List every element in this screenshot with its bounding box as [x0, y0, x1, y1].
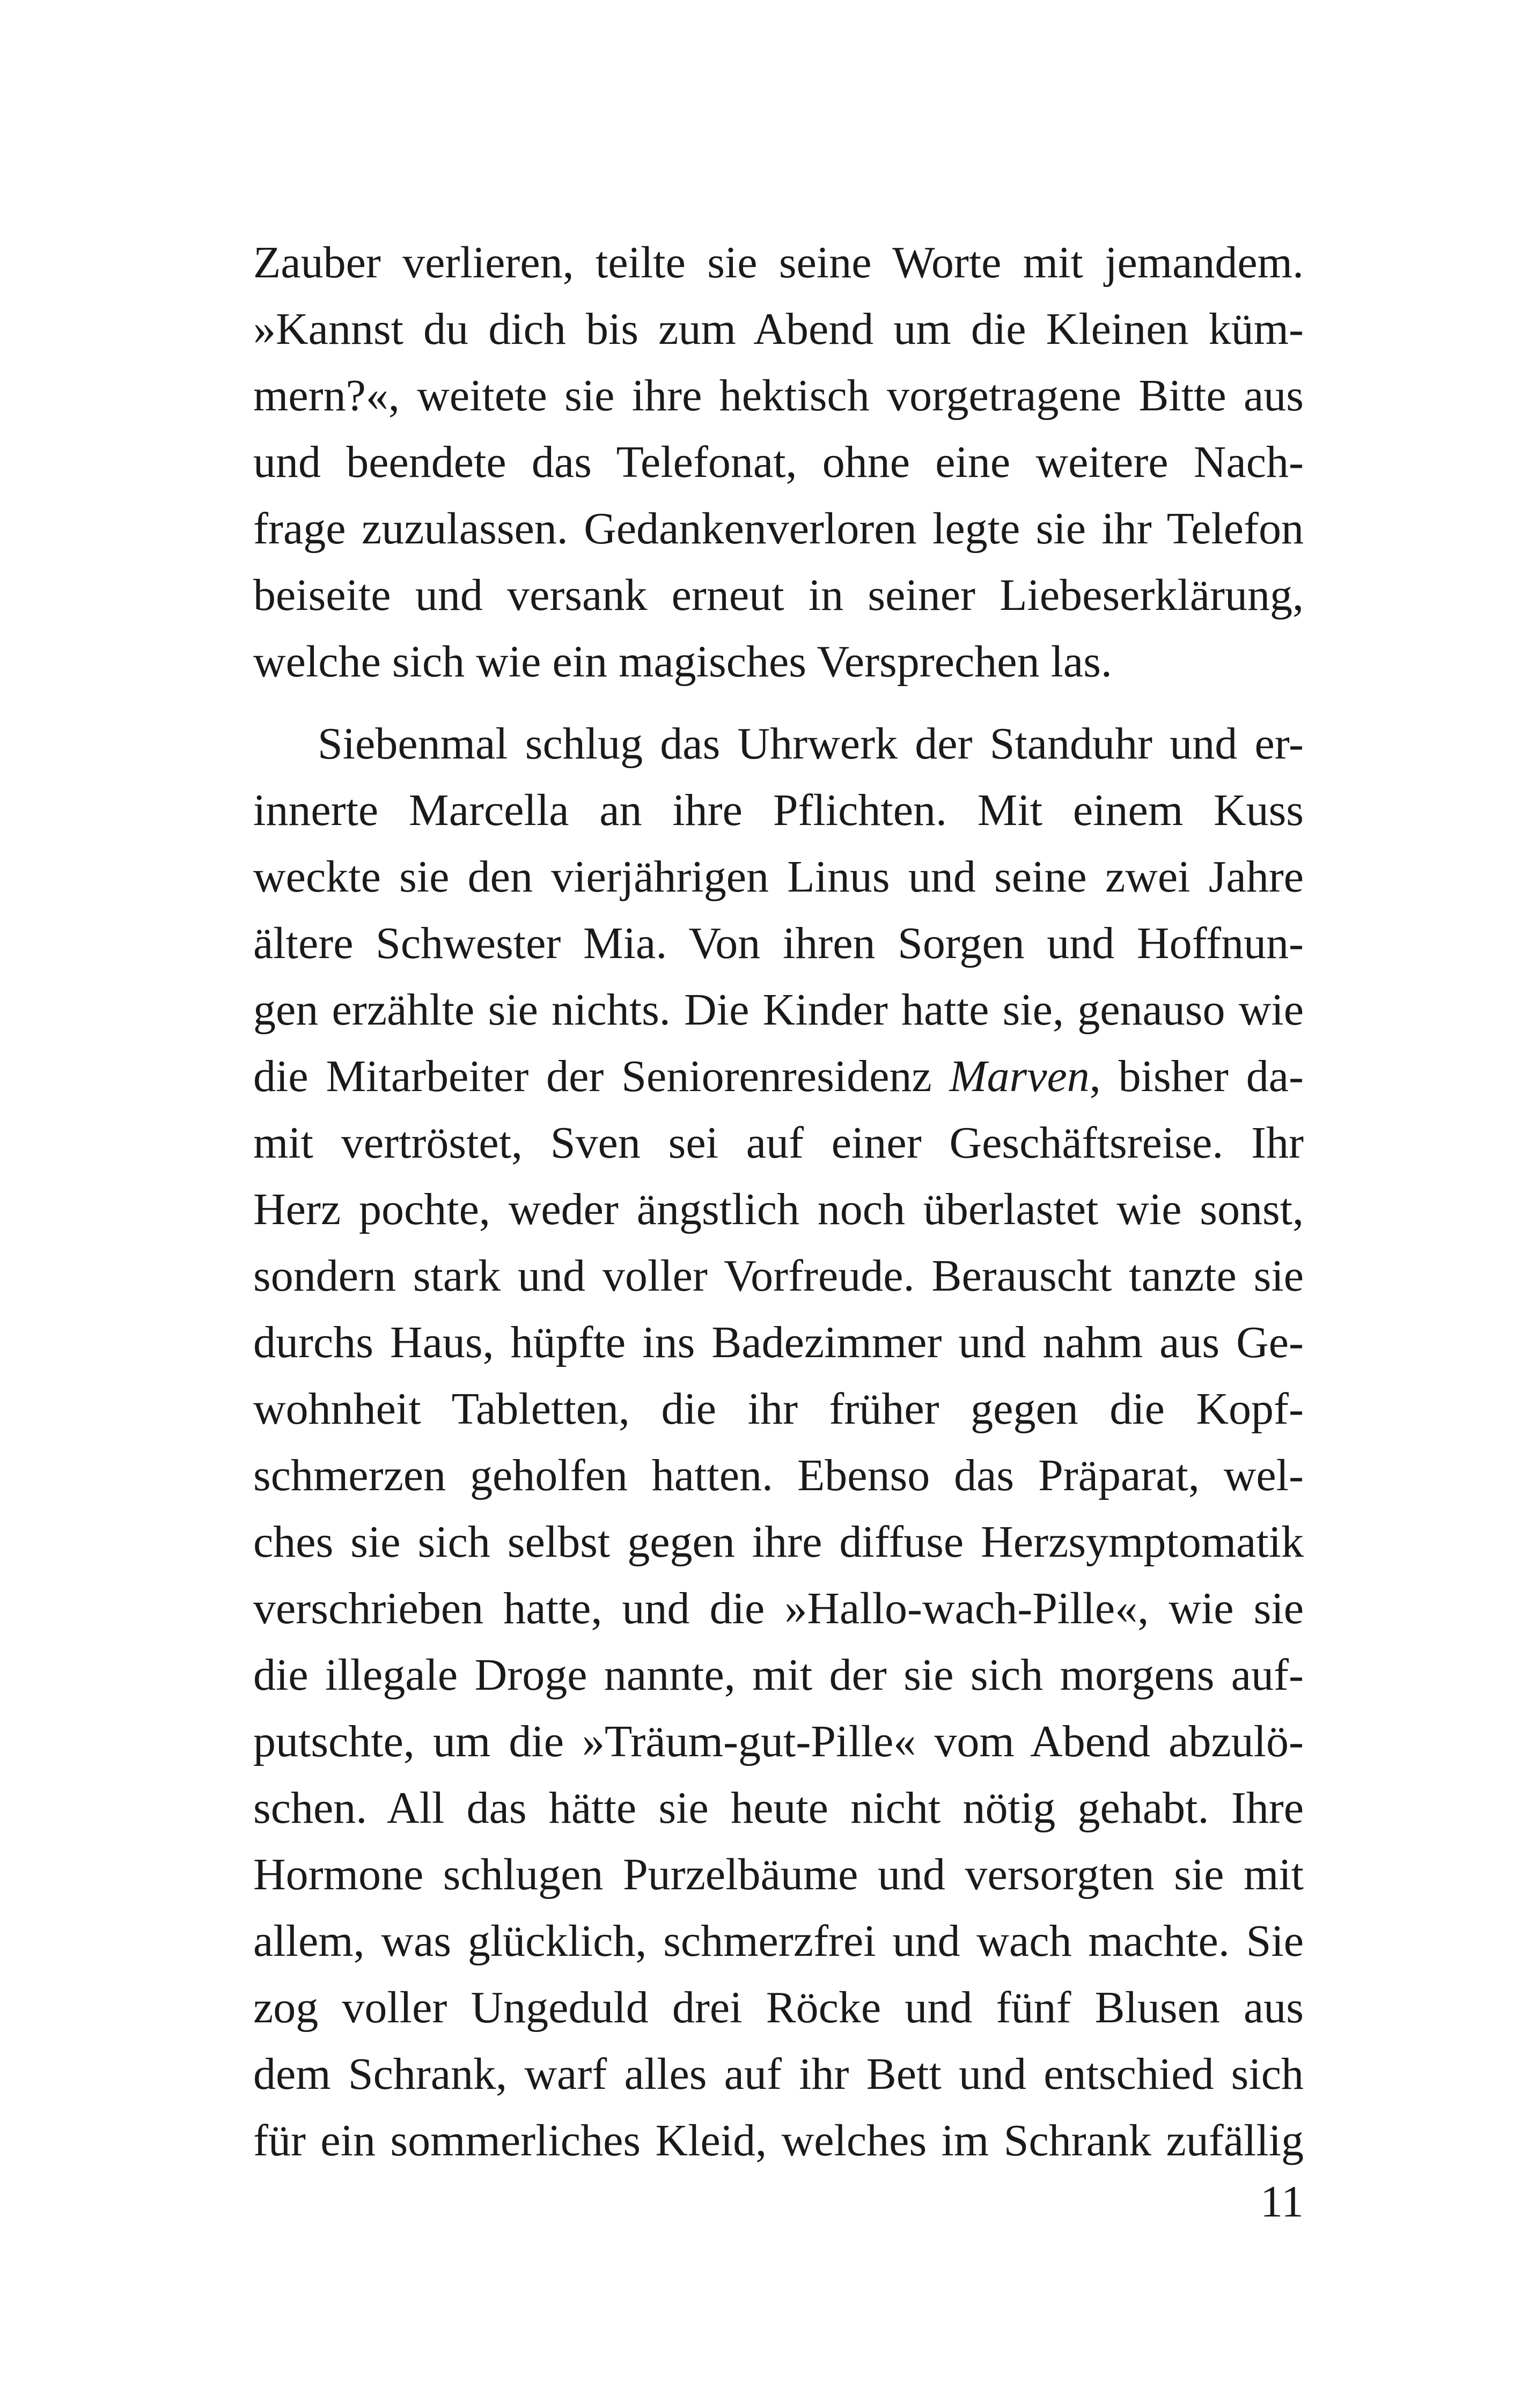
- text-line: frage zuzulassen. Gedankenverloren legte sie ihr Telefon: [253, 504, 1304, 554]
- text-line: für ein sommerliches Kleid, welches im Schrank zufällig: [253, 2116, 1304, 2166]
- text-line: dem Schrank, warf alles auf ihr Bett und entschied sich: [253, 2049, 1304, 2099]
- text-line-with-italic: [253, 1043, 1304, 1110]
- text-line: die illegale Droge nannte, mit der sie sich morgens auf-: [253, 1650, 1304, 1700]
- page-number: 11: [1260, 2177, 1304, 2227]
- paragraph-2: [253, 711, 1304, 2174]
- text-line: Herz pochte, weder ängstlich noch überlastet wie sonst,: [253, 1184, 1304, 1234]
- text-line: allem, was glücklich, schmerzfrei und wach machte. Sie: [253, 1916, 1304, 1966]
- italic-name: Marven: [949, 1051, 1090, 1101]
- text-line: und beendete das Telefonat, ohne eine weitere Nach-: [253, 437, 1304, 487]
- paragraph-1: [253, 230, 1304, 695]
- text-line: schen. All das hätte sie heute nicht nötig gehabt. Ihre: [253, 1783, 1304, 1833]
- text-line: schmerzen geholfen hatten. Ebenso das Präparat, wel-: [253, 1450, 1304, 1500]
- text-line: beiseite und versank erneut in seiner Liebeserklärung,: [253, 570, 1304, 620]
- text-line: weckte sie den vierjährigen Linus und seine zwei Jahre: [253, 852, 1304, 902]
- text-line: Zauber verlieren, teilte sie seine Worte mit jemandem.: [253, 238, 1304, 288]
- text-line: ches sie sich selbst gegen ihre diffuse Herzsymptomatik: [253, 1517, 1304, 1567]
- text-line: zog voller Ungeduld drei Röcke und fünf Blusen aus: [253, 1983, 1304, 2033]
- text-line: wohnheit Tabletten, die ihr früher gegen die Kopf-: [253, 1384, 1304, 1434]
- text-line: sondern stark und voller Vorfreude. Berauscht tanzte sie: [253, 1251, 1304, 1301]
- text-line: verschrieben hatte, und die »Hallo-wach-Pille«, wie sie: [253, 1584, 1304, 1633]
- text-segment: , bisher da-: [1089, 1051, 1304, 1101]
- text-line: welche sich wie ein magisches Versprechen las.: [253, 637, 1112, 687]
- text-line: innerte Marcella an ihre Pflichten. Mit einem Kuss: [253, 785, 1304, 835]
- text-line: mit vertröstet, Sven sei auf einer Geschäftsreise. Ihr: [253, 1118, 1304, 1168]
- text-line: gen erzählte sie nichts. Die Kinder hatte sie, genauso wie: [253, 985, 1304, 1035]
- text-line: mern?«, weitete sie ihre hektisch vorgetragene Bitte aus: [253, 371, 1304, 421]
- text-line: durchs Haus, hüpfte ins Badezimmer und nahm aus Ge-: [253, 1317, 1304, 1367]
- text-line: ältere Schwester Mia. Von ihren Sorgen und Hoffnun-: [253, 918, 1304, 968]
- text-line: putschte, um die »Träum-gut-Pille« vom Abend abzulö-: [253, 1717, 1304, 1766]
- text-line: Siebenmal schlug das Uhrwerk der Standuhr und er-: [318, 719, 1304, 769]
- text-line: Hormone schlugen Purzelbäume und versorgten sie mit: [253, 1850, 1304, 1899]
- text-segment: die Mitarbeiter der Seniorenresidenz: [253, 1051, 950, 1101]
- text-line: »Kannst du dich bis zum Abend um die Kleinen küm-: [253, 304, 1304, 354]
